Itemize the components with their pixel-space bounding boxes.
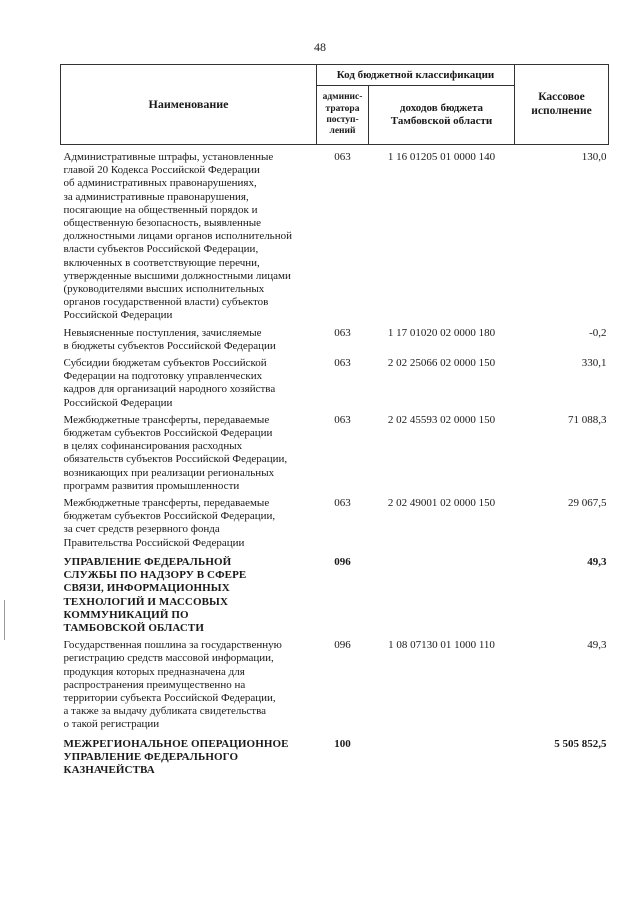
row-name-line: органов государственной власти) субъектов [63,296,269,309]
row-name [61,493,317,550]
row-name-line: главой 20 Кодекса Российской Федерации [63,164,260,177]
row-name-line: включенных в соответствующие перечни, [63,256,260,269]
row-name-line: за административные правонарушения, [63,190,249,203]
row-cash-execution: 49,3 [587,639,607,652]
header-cash-execution-line: исполнение [531,104,592,117]
row-revenue-code: 1 08 07130 01 1000 110 [388,639,495,652]
table-header [61,65,609,145]
row-cash-execution: 130,0 [581,151,607,163]
table-row [61,145,609,323]
row-name-line: за счет средств резервного фонда [63,523,220,536]
row-name [61,550,317,635]
row-name-line: бюджетам субъектов Российской Федерации [63,427,273,440]
row-name-line: Административные штрафы, установленные [63,151,274,163]
row-name-line: продукция которых предназначена для [63,665,245,678]
header-cash-execution-line: Кассовое [538,91,585,104]
table-row [61,493,609,550]
row-name-line: Государственная пошлина за государственную [63,639,282,652]
row-name-line: об административных правонарушениях, [63,177,257,190]
row-administrator-code: 096 [334,639,351,652]
header-cash-execution [515,65,609,145]
row-name-line: ТАМБОВСКОЙ ОБЛАСТИ [63,621,204,634]
header-administrator-line: поступ- [326,115,359,125]
row-cash-execution: 29 067,5 [568,497,607,510]
row-name [61,410,317,493]
row-name-line: общественную безопасность, выявленные [63,217,262,230]
row-name [61,732,317,778]
row-name-line: УПРАВЛЕНИЕ ФЕДЕРАЛЬНОЙ [63,555,232,568]
page-number: 48 [314,40,326,54]
table-row [61,732,609,778]
margin-scan-mark [4,600,5,640]
header-administrator [317,86,369,145]
row-name-line: УПРАВЛЕНИЕ ФЕДЕРАЛЬНОГО [63,750,239,763]
row-cash-execution: 5 505 852,5 [554,737,607,750]
budget-revenue-table [60,64,609,777]
row-name-line: обязательств субъектов Российской Федерации, [63,453,288,466]
row-name-line: Российской Федерации [63,396,173,409]
row-name-line: Российской Федерации [63,309,173,322]
header-revenue-code [369,86,515,145]
row-name-line: кадров для организаций народного хозяйства [63,383,276,396]
row-name [61,145,317,323]
row-name-line: регистрацию средств массовой информации, [63,652,274,665]
row-cash-execution: 71 088,3 [568,413,607,426]
header-administrator-line: лений [329,126,356,137]
header-administrator-line: тратора [325,103,360,114]
row-name [61,323,317,353]
row-name-line: Межбюджетные трансферты, передаваемые [63,413,270,426]
header-administrator-line: админис- [322,92,363,103]
row-cash-execution: -0,2 [589,326,607,339]
row-name-line: (руководителями высших исполнительных [63,283,265,296]
header-revenue-code-line: Тамбовской области [390,115,493,127]
row-name-line: утвержденные высшими должностными лицами [63,269,291,282]
row-name-line: КАЗНАЧЕЙСТВА [63,763,155,776]
row-name-line: территории субъекта Российской Федерации, [63,691,276,704]
row-name-line: а также за выдачу дубликата свидетельства [63,705,267,718]
row-revenue-code: 2 02 25066 02 0000 150 [387,357,496,370]
table-row [61,635,609,731]
row-administrator-code: 063 [334,357,351,370]
row-administrator-code: 063 [334,413,351,426]
row-name-line: Межбюджетные трансферты, передаваемые [63,497,270,510]
row-name [61,635,317,731]
row-name-line: Федерации на подготовку управленческих [63,370,263,383]
row-revenue-code [369,550,515,635]
row-name-line: Субсидии бюджетам субъектов Российской [63,357,267,370]
row-name-line: СВЯЗИ, ИНФОРМАЦИОННЫХ [63,582,230,595]
row-revenue-code: 2 02 45593 02 0000 150 [387,413,496,426]
table-row [61,353,609,410]
row-administrator-code: 063 [334,151,351,163]
row-name-line: СЛУЖБЫ ПО НАДЗОРУ В СФЕРЕ [63,569,247,582]
table-row [61,550,609,635]
row-name-line: КОММУНИКАЦИЙ ПО [63,608,189,621]
row-name-line: МЕЖРЕГИОНАЛЬНОЕ ОПЕРАЦИОННОЕ [63,737,289,750]
row-name-line: посягающие на общественный порядок и [63,203,258,216]
row-name-line: должностными лицами органов исполнительной [63,230,292,243]
row-cash-execution: 49,3 [587,555,607,568]
row-name-line: в бюджеты субъектов Российской Федерации [63,339,276,352]
row-administrator-code: 063 [334,326,351,339]
row-administrator-code: 100 [334,737,351,750]
row-revenue-code: 1 17 01020 02 0000 180 [387,326,496,339]
row-name-line: Невыясненные поступления, зачисляемые [63,326,262,339]
row-name-line: власти субъектов Российской Федерации, [63,243,259,256]
row-cash-execution: 330,1 [581,357,607,370]
header-classification-code: Код бюджетной классификации [317,65,515,86]
row-revenue-code [369,732,515,778]
row-name-line: ТЕХНОЛОГИЙ И МАССОВЫХ [63,595,229,608]
table-row [61,323,609,353]
row-name-line: программ развития промышленности [63,479,240,492]
row-name-line: распространения преимущественно на [63,678,246,691]
header-revenue-code-line: доходов бюджета [399,102,484,115]
header-name: Наименование [61,65,317,145]
row-revenue-code: 2 02 49001 02 0000 150 [387,497,496,510]
table-row [61,410,609,493]
table-body [61,145,609,778]
row-revenue-code: 1 16 01205 01 0000 140 [387,151,496,163]
row-name-line: в целях софинансирования расходных [63,440,243,453]
row-name-line: бюджетам субъектов Российской Федерации, [63,510,276,523]
row-name-line: о такой регистрации [63,718,160,731]
row-administrator-code: 096 [334,555,351,568]
row-name-line: возникающих при реализации региональных [63,466,275,479]
row-name [61,353,317,410]
row-administrator-code: 063 [334,497,351,510]
row-name-line: Правительства Российской Федерации [63,536,245,549]
